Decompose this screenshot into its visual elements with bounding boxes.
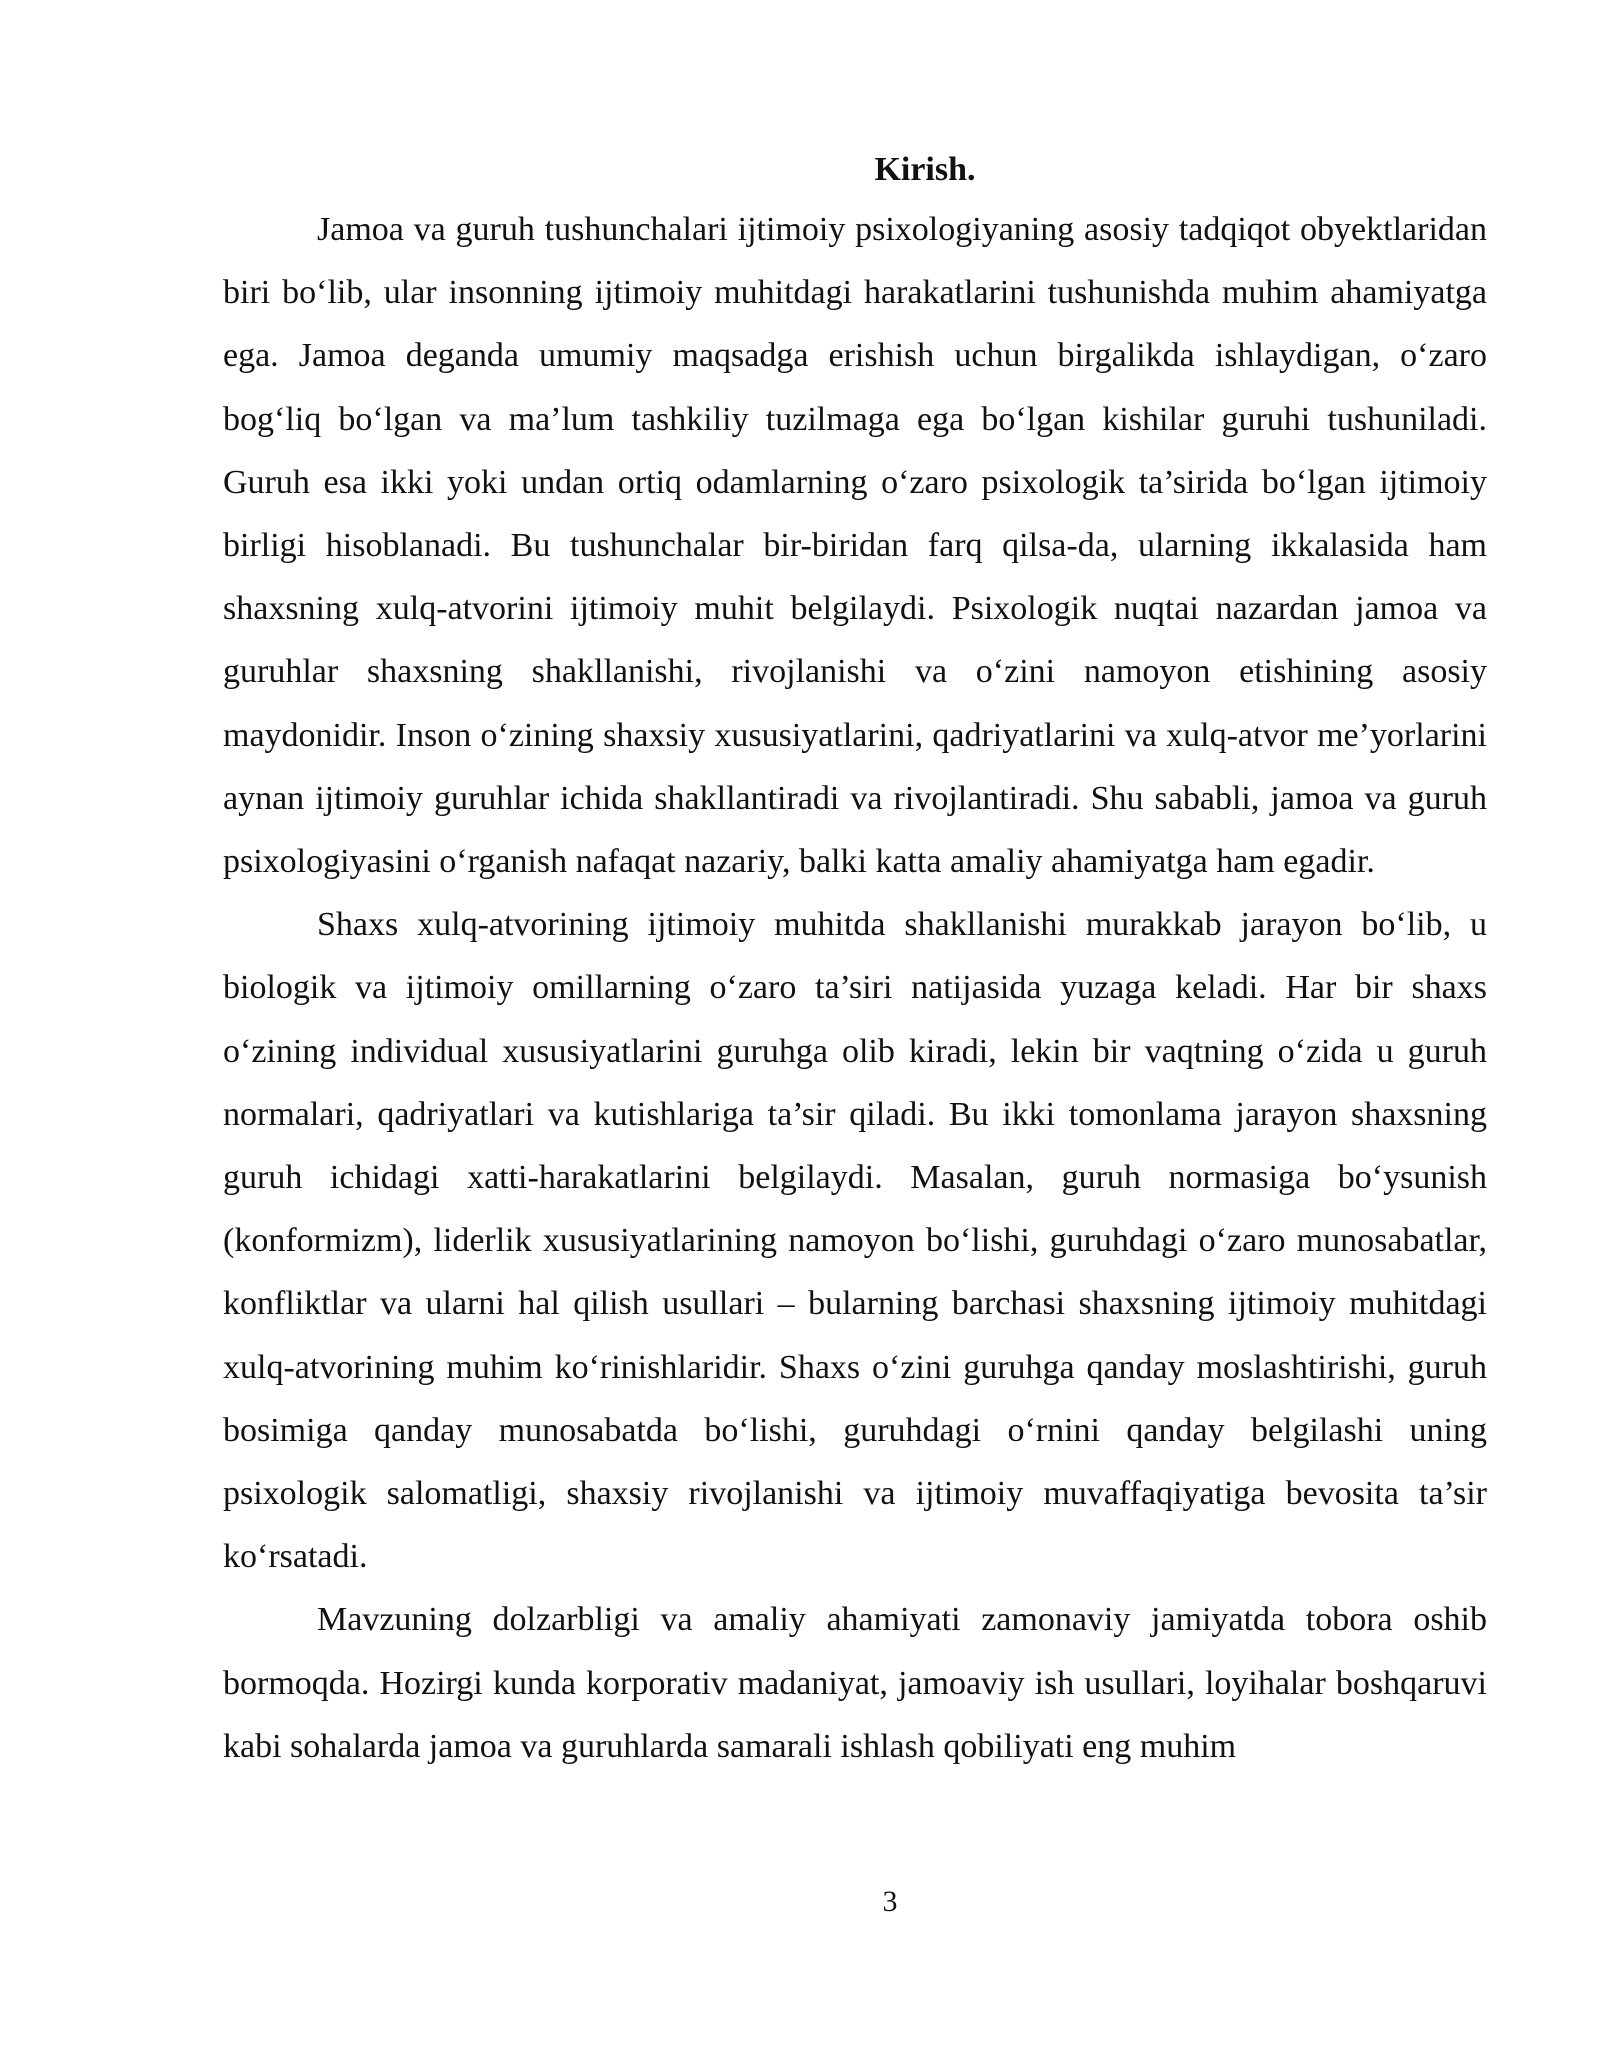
page-number: 3	[882, 1885, 898, 1918]
paragraph-3: Mavzuning dolzarbligi va amaliy ahamiyati zamonaviy jamiyatda tobora oshib bormoqda. Hozirgi kunda korporativ madaniyat, jamoaviy ish usullari, loyihalar boshqaruvi kabi sohalarda jamoa va guruhlarda samarali ishlash qobiliyati eng muhim	[223, 1601, 1487, 1765]
paragraph-1: Jamoa va guruh tushunchalari ijtimoiy psixologiyaning asosiy tadqiqot obyektlaridan biri bo‘lib, ular insonning ijtimoiy muhitdagi harakatlarini tushunishda muhim ahamiyatga ega. Jamoa deganda umumiy maqsadga erishish uchun birgalikda ishlaydigan, o‘zaro bog‘liq bo‘lgan va ma’lum tashkiliy tuzilmaga ega bo‘lgan kishilar guruhi tushuniladi. Guruh esa ikki yoki undan ortiq odamlarning o‘zaro psixologik ta’sirida bo‘lgan ijtimoiy birligi hisoblanadi. Bu tushunchalar bir-biridan farq qilsa-da, ularning ikkalasida ham shaxsning xulq-atvorini ijtimoiy muhit belgilaydi. Psixologik nuqtai nazardan jamoa va guruhlar shaxsning shakllanishi, rivojlanishi va o‘zini namoyon etishining asosiy maydonidir. Inson o‘zining shaxsiy xususiyatlarini, qadriyatlarini va xulq-atvor me’yorlarini aynan ijtimoiy guruhlar ichida shakllantiradi va rivojlantiradi. Shu sababli, jamoa va guruh psixologiyasini o‘rganish nafaqat nazariy, balki katta amaliy ahamiyatga ham egadir.	[223, 211, 1487, 881]
page-body	[223, 142, 1487, 1778]
paragraph-2: Shaxs xulq-atvorining ijtimoiy muhitda shakllanishi murakkab jarayon bo‘lib, u biologik va ijtimoiy omillarning o‘zaro ta’siri natijasida yuzaga keladi. Har bir shaxs o‘zining individual xususiyatlarini guruhga olib kiradi, lekin bir vaqtning o‘zida u guruh normalari, qadriyatlari va kutishlariga ta’sir qiladi. Bu ikki tomonlama jarayon shaxsning guruh ichidagi xatti-harakatlarini belgilaydi. Masalan, guruh normasiga bo‘ysunish (konformizm), liderlik xususiyatlarining namoyon bo‘lishi, guruhdagi o‘zaro munosabatlar, konfliktlar va ularni hal qilish usullari – bularning barchasi shaxsning ijtimoiy muhitdagi xulq-atvorining muhim ko‘rinishlaridir. Shaxs o‘zini guruhga qanday moslashtirishi, guruh bosimiga qanday munosabatda bo‘lishi, guruhdagi o‘rnini qanday belgilashi uning psixologik salomatligi, shaxsiy rivojlanishi va ijtimoiy muvaffaqiyatiga bevosita ta’sir ko‘rsatadi.	[223, 906, 1487, 1576]
section-title: Kirish.	[874, 151, 976, 188]
